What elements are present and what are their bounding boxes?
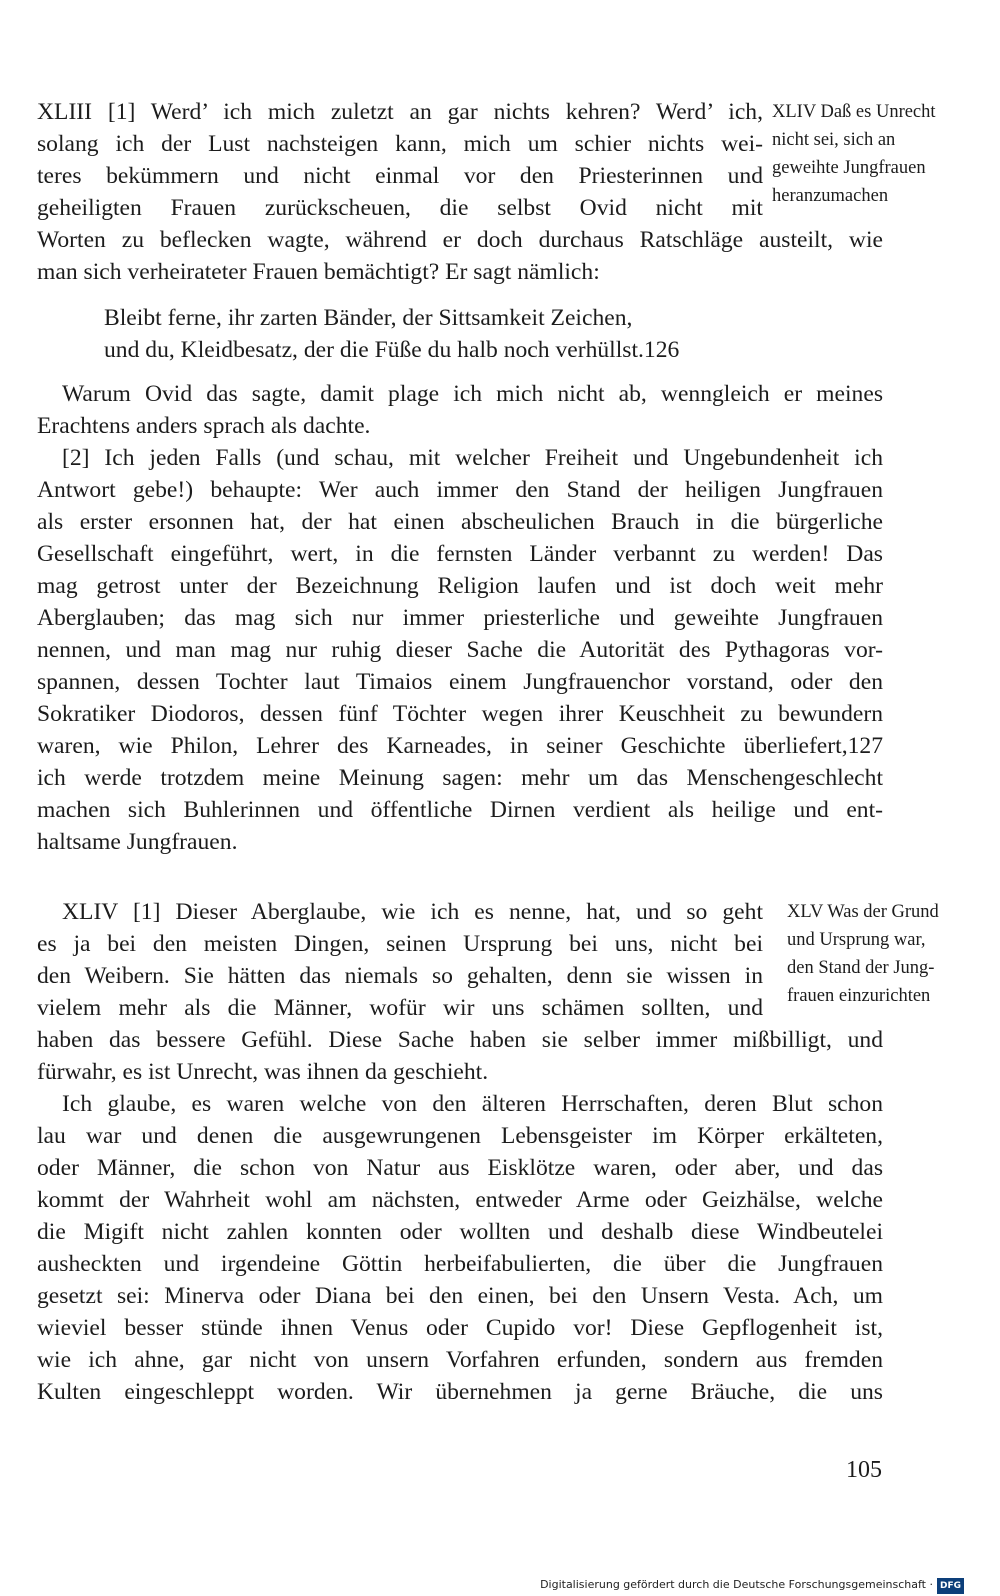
body-line: mag getrost unter der Bezeichnung Religion laufen und ist doch weit mehr [37, 573, 883, 599]
body-line: lau war und denen die ausgewrungenen Lebensgeister im Körper erkälteten, [37, 1123, 883, 1149]
body-line: Worten zu beflecken wagte, während er doch durchaus Ratschläge austeilt, wie [37, 227, 883, 253]
body-line: Kulten eingeschleppt worden. Wir übernehmen ja gerne Bräuche, die uns [37, 1379, 883, 1405]
body-line: Ich glaube, es waren welche von den älteren Herrschaften, deren Blut schon [62, 1091, 883, 1117]
verse-line: Bleibt ferne, ihr zarten Bänder, der Sittsamkeit Zeichen, [104, 305, 633, 331]
body-line: XLIV [1] Dieser Aberglaube, wie ich es nenne, hat, und so geht [62, 899, 763, 925]
page-number: 105 [846, 1457, 882, 1483]
footer-text: Digitalisierung gefördert durch die Deutsche Forschungsgemeinschaft · [540, 1578, 933, 1591]
body-line: es ja bei den meisten Dingen, seinen Ursprung bei uns, nicht bei [37, 931, 763, 957]
body-line: machen sich Buhlerinnen und öffentliche Dirnen verdient als heilige und ent- [37, 797, 883, 823]
body-line: man sich verheirateter Frauen bemächtigt? Er sagt nämlich: [37, 259, 600, 285]
body-line: wieviel besser stünde ihnen Venus oder Cupido vor! Diese Gepflogenheit ist, [37, 1315, 883, 1341]
body-line: solang ich der Lust nachsteigen kann, mich um schier nichts wei- [37, 131, 763, 157]
body-line: Aberglauben; das mag sich nur immer priesterliche und geweihte Jungfrauen [37, 605, 883, 631]
body-line: ausheckten und irgendeine Göttin herbeifabulierten, die über die Jungfrauen [37, 1251, 883, 1277]
body-line: haben das bessere Gefühl. Diese Sache haben sie selber immer mißbilligt, und [37, 1027, 883, 1053]
margin-note-line: den Stand der Jung- [787, 958, 935, 978]
body-line: Sokratiker Diodoros, dessen fünf Töchter wegen ihrer Keuschheit zu bewundern [37, 701, 883, 727]
body-line: Erachtens anders sprach als dachte. [37, 413, 371, 439]
body-line: waren, wie Philon, Lehrer des Karneades, in seiner Geschichte überliefert,127 [37, 733, 883, 759]
body-line: kommt der Wahrheit wohl am nächsten, entweder Arme oder Geizhälse, welche [37, 1187, 883, 1213]
body-line: vielem mehr als die Männer, wofür wir uns schämen sollten, und [37, 995, 763, 1021]
body-line: ich werde trotzdem meine Meinung sagen: mehr um das Menschengeschlecht [37, 765, 883, 791]
verse-line: und du, Kleidbesatz, der die Füße du halb noch verhüllst.126 [104, 337, 680, 363]
margin-note-line: nicht sei, sich an [772, 130, 896, 150]
dfg-logo: DFG [937, 1578, 964, 1594]
body-line: haltsame Jungfrauen. [37, 829, 238, 855]
body-line: [2] Ich jeden Falls (und schau, mit welcher Freiheit und Ungebundenheit ich [62, 445, 883, 471]
body-line: teres bekümmern und nicht einmal vor den Priesterinnen und [37, 163, 763, 189]
body-line: gesetzt sei: Minerva oder Diana bei den einen, bei den Unsern Vesta. Ach, um [37, 1283, 883, 1309]
body-line: den Weibern. Sie hätten das niemals so gehalten, denn sie wissen in [37, 963, 763, 989]
margin-note-line: XLIV Daß es Unrecht [772, 102, 936, 122]
body-line: oder Männer, die schon von Natur aus Eisklötze waren, oder aber, und das [37, 1155, 883, 1181]
body-line: Warum Ovid das sagte, damit plage ich mich nicht ab, wenngleich er meines [62, 381, 883, 407]
body-line: spannen, dessen Tochter laut Timaios einem Jungfrauenchor vorstand, oder den [37, 669, 883, 695]
body-line: geheiligten Frauen zurückscheuen, die selbst Ovid nicht mit [37, 195, 763, 221]
margin-note-line: frauen einzurichten [787, 986, 931, 1006]
margin-note-line: heranzumachen [772, 186, 889, 206]
body-line: wie ich ahne, gar nicht von unsern Vorfahren erfunden, sondern aus fremden [37, 1347, 883, 1373]
body-line: fürwahr, es ist Unrecht, was ihnen da geschieht. [37, 1059, 489, 1085]
body-line: Gesellschaft eingeführt, wert, in die fernsten Länder verbannt zu werden! Das [37, 541, 883, 567]
digitization-footer [540, 1577, 964, 1594]
margin-note-line: XLV Was der Grund [787, 902, 939, 922]
body-line: XLIII [1] Werd’ ich mich zuletzt an gar nichts kehren? Werd’ ich, [37, 99, 763, 125]
body-line: nennen, und man mag nur ruhig dieser Sache die Autorität des Pythagoras vor- [37, 637, 883, 663]
body-line: als erster ersonnen hat, der hat einen abscheulichen Brauch in die bürgerliche [37, 509, 883, 535]
margin-note-xliv [772, 98, 936, 210]
margin-note-xlv [787, 898, 939, 1010]
margin-note-line: geweihte Jungfrauen [772, 158, 926, 178]
body-line: die Migift nicht zahlen konnten oder wollten und deshalb diese Windbeutelei [37, 1219, 883, 1245]
margin-note-line: und Ursprung war, [787, 930, 926, 950]
body-line: Antwort gebe!) behaupte: Wer auch immer den Stand der heiligen Jungfrauen [37, 477, 883, 503]
